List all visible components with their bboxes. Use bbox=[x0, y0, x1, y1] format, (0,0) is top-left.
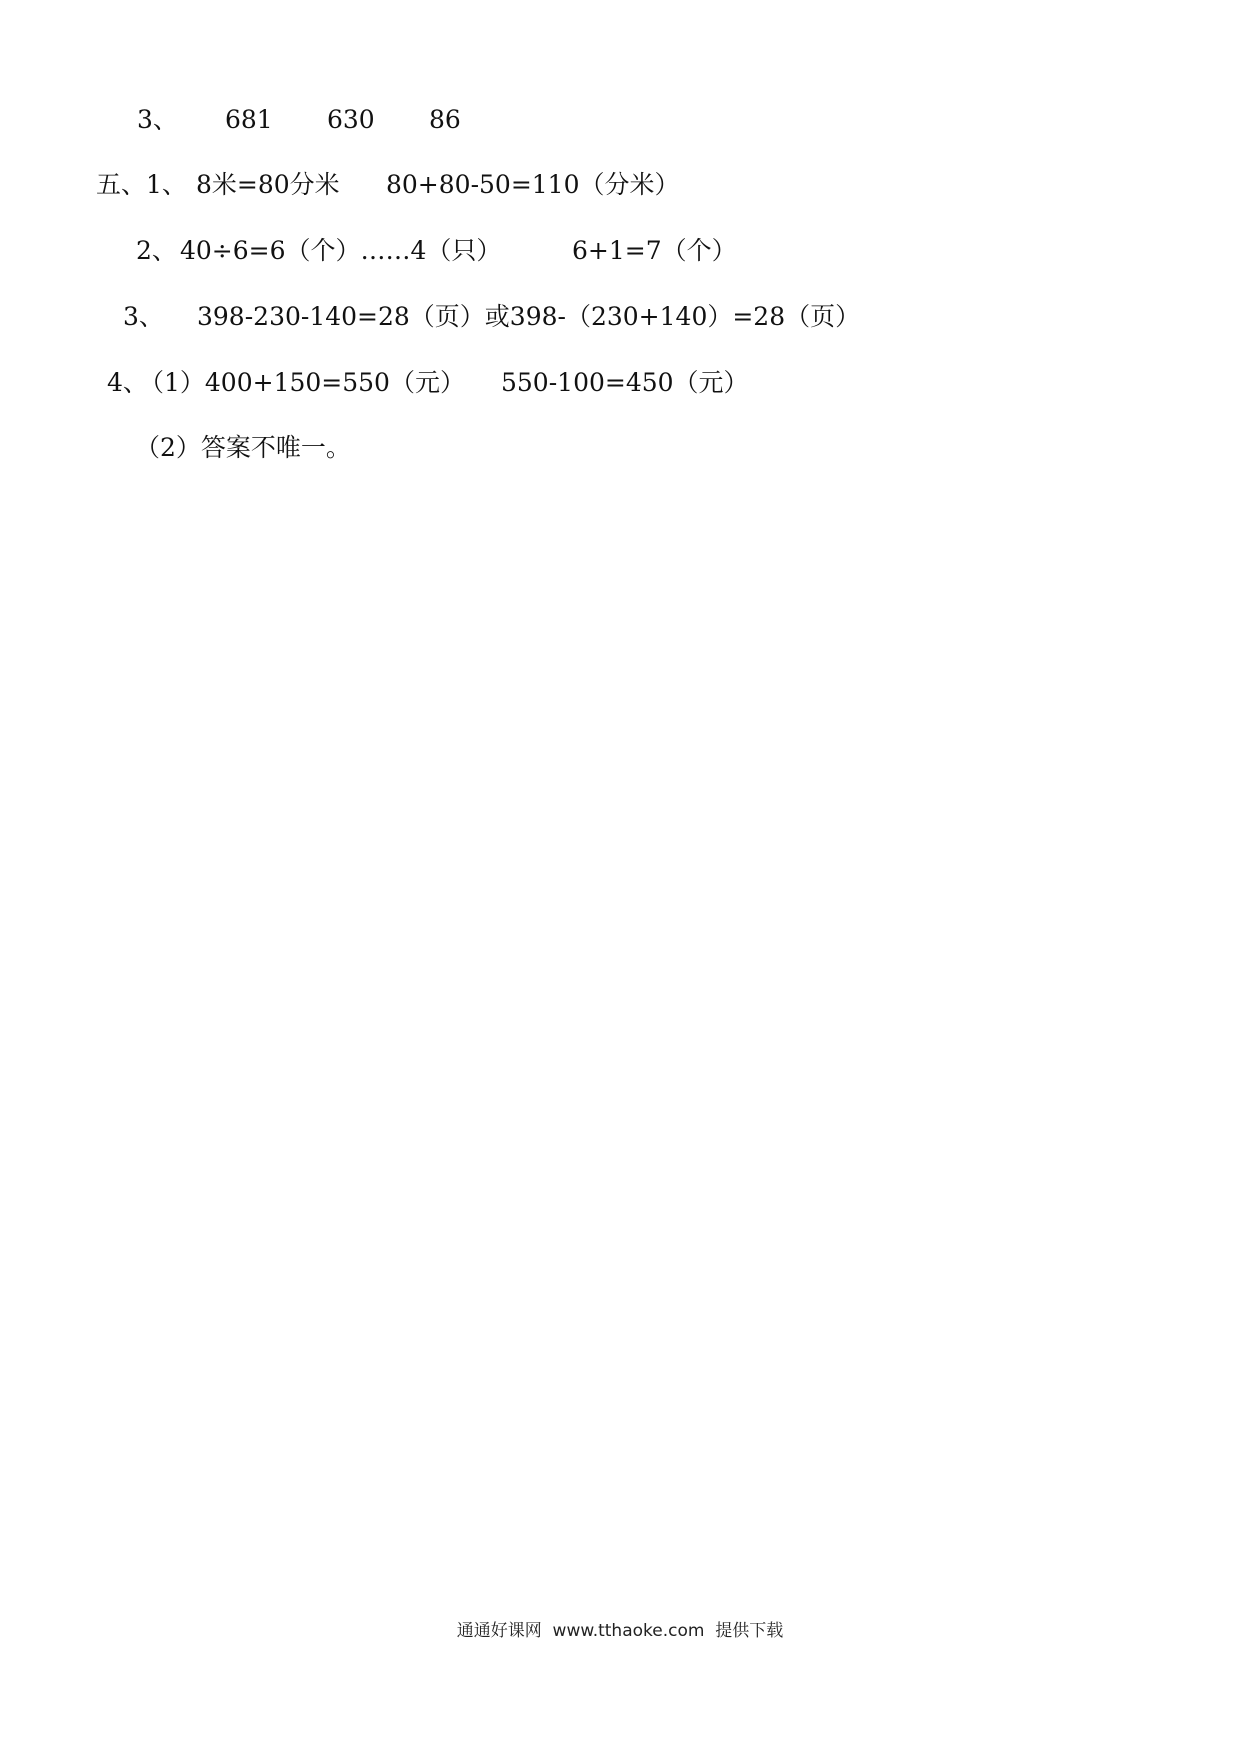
answer-value: 681 bbox=[225, 105, 273, 134]
item-label: 2、 bbox=[136, 236, 177, 265]
item-label: 4、 bbox=[107, 368, 148, 397]
answer-line-5-3 bbox=[123, 300, 923, 334]
answer-line-5-2 bbox=[136, 234, 836, 268]
item-label: 3、 bbox=[137, 105, 178, 134]
answer-expression: 80+80-50=110（分米） bbox=[386, 170, 680, 199]
answer-expression: 8米=80分米 bbox=[196, 170, 340, 199]
item-label: 3、 bbox=[123, 302, 164, 331]
section-label: 五、1、 bbox=[96, 170, 187, 199]
footer-source-note: 通通好课网 www.tthaoke.com 提供下载 bbox=[456, 1621, 784, 1641]
answer-line-5-4-1 bbox=[107, 366, 807, 400]
answer-expression: 398-230-140=28（页）或398-（230+140）=28（页） bbox=[197, 302, 861, 331]
answer-value: 86 bbox=[429, 105, 461, 134]
answer-expression: （1）400+150=550（元） bbox=[139, 368, 465, 397]
answer-value: 630 bbox=[327, 105, 375, 134]
answer-expression: （2）答案不唯一。 bbox=[135, 433, 351, 462]
answer-expression: 6+1=7（个） bbox=[572, 236, 737, 265]
answer-line-5-4-2 bbox=[135, 431, 635, 465]
answer-expression: 40÷6=6（个）……4（只） bbox=[180, 236, 502, 265]
answer-expression: 550-100=450（元） bbox=[501, 368, 749, 397]
answer-line-3-fill bbox=[137, 103, 537, 137]
answer-line-5-1 bbox=[96, 168, 796, 202]
